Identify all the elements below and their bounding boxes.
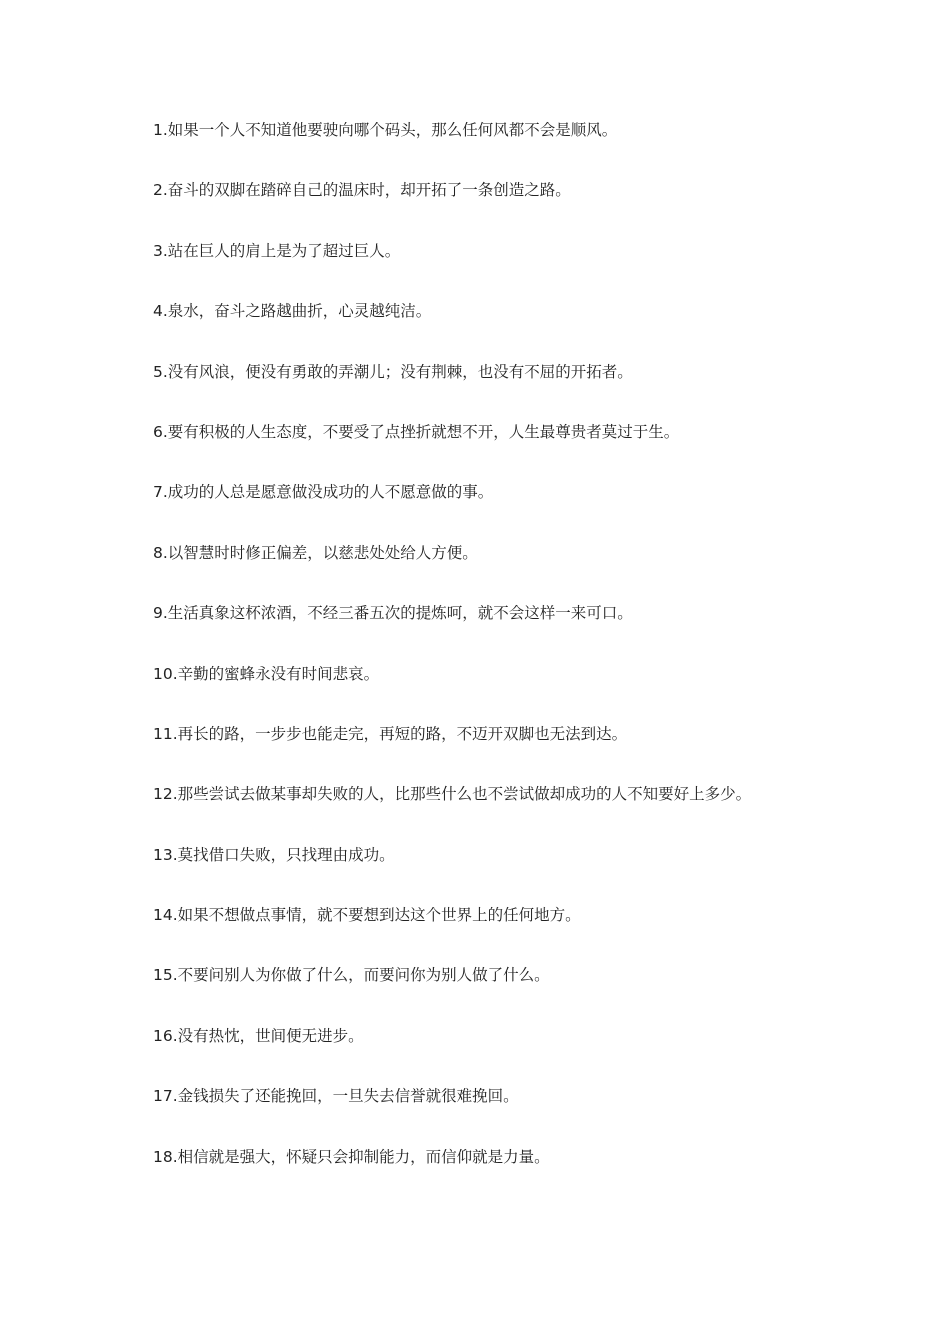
quote-line-4: 4.泉水，奋斗之路越曲折，心灵越纯洁。	[153, 302, 432, 321]
quote-line-5: 5.没有风浪，便没有勇敢的弄潮儿；没有荆棘，也没有不屈的开拓者。	[153, 362, 633, 381]
quote-line-8: 8.以智慧时时修正偏差，以慈悲处处给人方便。	[153, 543, 478, 562]
quote-line-11: 11.再长的路，一步步也能走完，再短的路，不迈开双脚也无法到达。	[153, 724, 628, 743]
quote-line-14: 14.如果不想做点事情，就不要想到达这个世界上的任何地方。	[153, 906, 581, 925]
quote-line-12: 12.那些尝试去做某事却失败的人，比那些什么也不尝试做却成功的人不知要好上多少。	[153, 785, 752, 804]
quote-line-13: 13.莫找借口失败，只找理由成功。	[153, 845, 395, 864]
quote-line-17: 17.金钱损失了还能挽回，一旦失去信誉就很难挽回。	[153, 1087, 519, 1106]
quote-line-6: 6.要有积极的人生态度，不要受了点挫折就想不开，人生最尊贵者莫过于生。	[153, 422, 680, 441]
quote-list	[153, 117, 913, 1204]
quote-line-15: 15.不要问别人为你做了什么，而要问你为别人做了什么。	[153, 966, 550, 985]
quote-line-3: 3.站在巨人的肩上是为了超过巨人。	[153, 241, 401, 260]
quote-line-7: 7.成功的人总是愿意做没成功的人不愿意做的事。	[153, 483, 494, 502]
quote-line-10: 10.辛勤的蜜蜂永没有时间悲哀。	[153, 664, 380, 683]
quote-line-16: 16.没有热忱，世间便无进步。	[153, 1026, 364, 1045]
quote-line-9: 9.生活真象这杯浓酒，不经三番五次的提炼呵，就不会这样一来可口。	[153, 604, 633, 623]
quote-line-18: 18.相信就是强大，怀疑只会抑制能力，而信仰就是力量。	[153, 1147, 550, 1166]
quote-line-2: 2.奋斗的双脚在踏碎自己的温床时，却开拓了一条创造之路。	[153, 181, 571, 200]
quote-line-1: 1.如果一个人不知道他要驶向哪个码头，那么任何风都不会是顺风。	[153, 121, 618, 139]
